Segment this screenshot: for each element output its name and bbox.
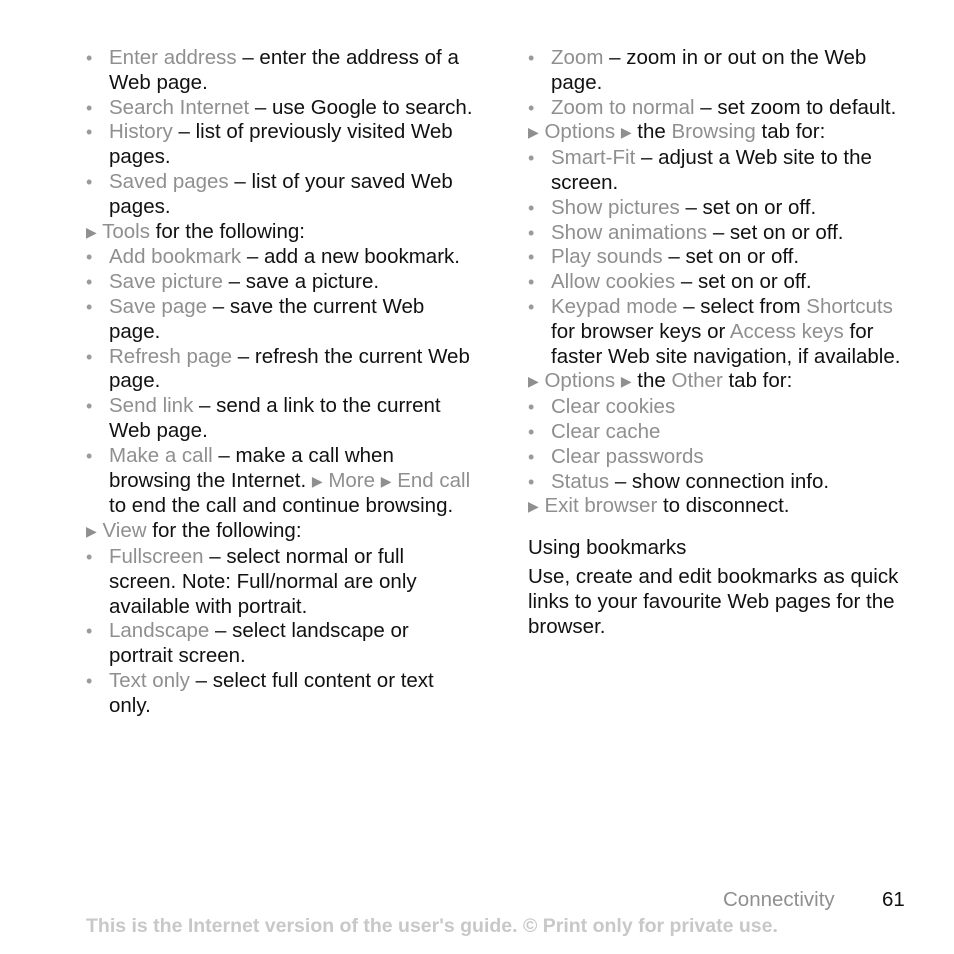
item-term: Add bookmark bbox=[109, 245, 242, 269]
bullet: • bbox=[528, 148, 535, 169]
list-item bbox=[528, 270, 918, 295]
item-term: Make a call bbox=[109, 443, 213, 467]
item-desc: – set on or off. bbox=[679, 195, 817, 219]
item-desc: – set zoom to default. bbox=[694, 95, 897, 119]
list-item bbox=[528, 221, 918, 246]
bullet: • bbox=[528, 247, 535, 268]
list-item bbox=[86, 295, 476, 345]
item-desc: – add a new bookmark. bbox=[241, 245, 460, 269]
item-term: Landscape bbox=[109, 619, 210, 643]
right-column bbox=[528, 46, 918, 639]
view-term: View bbox=[102, 519, 147, 543]
left-list-3 bbox=[86, 545, 476, 719]
bullet: • bbox=[86, 296, 93, 317]
item-term: Smart-Fit bbox=[551, 146, 636, 170]
bullet: • bbox=[86, 48, 93, 68]
arrow-right-icon: ▶ bbox=[620, 373, 632, 390]
item-term: Send link bbox=[109, 394, 194, 418]
list-item bbox=[86, 545, 476, 619]
item-desc: – make a call when browsing the Internet. bbox=[109, 443, 394, 492]
item-desc: – send a link to the current Web page. bbox=[109, 394, 441, 442]
item-term: Save picture bbox=[109, 270, 223, 294]
bullet: • bbox=[86, 621, 93, 642]
exit-rest: to disconnect. bbox=[657, 494, 790, 518]
options-term: Options bbox=[538, 120, 621, 144]
item-desc: – list of your saved Web pages. bbox=[109, 169, 453, 218]
item-term: Enter address bbox=[109, 46, 237, 69]
list-item bbox=[528, 395, 918, 420]
view-rest: for the following: bbox=[146, 519, 302, 543]
browsing-rest: tab for: bbox=[755, 120, 826, 144]
right-list-2 bbox=[528, 146, 918, 369]
item-desc: – select normal or full screen. Note: Full/normal are only available with portrait. bbox=[109, 544, 417, 618]
footer-section-title: Connectivity bbox=[723, 888, 835, 911]
the-text: the bbox=[631, 369, 672, 393]
bullet: • bbox=[86, 546, 93, 567]
other-intro bbox=[528, 369, 918, 395]
item-desc: for browser keys or bbox=[551, 319, 730, 343]
bullet: • bbox=[528, 272, 535, 293]
bullet: • bbox=[86, 171, 93, 192]
exit-browser-line bbox=[528, 494, 918, 520]
section-body: Use, create and edit bookmarks as quick links to your favourite Web pages for the browser. bbox=[528, 564, 899, 638]
right-list-1 bbox=[528, 46, 918, 120]
item-term: Clear cache bbox=[551, 419, 661, 443]
list-item bbox=[86, 394, 476, 444]
arrow-right-icon: ▶ bbox=[380, 472, 392, 489]
item-desc: – set on or off. bbox=[675, 270, 812, 294]
item-term: Text only bbox=[109, 668, 190, 692]
left-list-1 bbox=[86, 46, 476, 220]
item-term: Zoom to normal bbox=[551, 95, 695, 119]
bullet: • bbox=[528, 471, 535, 492]
bullet: • bbox=[528, 97, 535, 118]
bullet: • bbox=[528, 222, 535, 243]
more-term: More bbox=[322, 468, 381, 492]
shortcuts-term: Shortcuts bbox=[806, 294, 893, 318]
bullet: • bbox=[86, 670, 93, 691]
item-term: Refresh page bbox=[109, 344, 233, 368]
tools-intro bbox=[86, 220, 476, 246]
list-item bbox=[528, 96, 918, 121]
item-desc: – set on or off. bbox=[707, 220, 844, 244]
tools-rest: for the following: bbox=[149, 219, 305, 243]
item-term: Clear cookies bbox=[551, 395, 676, 419]
arrow-right-icon: ▶ bbox=[528, 498, 539, 515]
item-term: Play sounds bbox=[551, 245, 663, 269]
the-text: the bbox=[631, 120, 672, 144]
page-number: 61 bbox=[882, 888, 905, 911]
view-intro bbox=[86, 519, 476, 545]
arrow-right-icon: ▶ bbox=[86, 223, 97, 240]
bullet: • bbox=[86, 247, 93, 268]
item-term: Show pictures bbox=[551, 195, 680, 219]
item-desc: – list of previously visited Web pages. bbox=[109, 120, 453, 169]
item-term: Status bbox=[551, 469, 610, 493]
other-tab-term: Other bbox=[671, 369, 723, 393]
bullet: • bbox=[86, 272, 93, 293]
browsing-intro bbox=[528, 120, 918, 146]
bullet: • bbox=[528, 397, 535, 418]
options-term: Options bbox=[538, 369, 621, 393]
item-desc: – save the current Web page. bbox=[109, 294, 425, 343]
list-item bbox=[528, 420, 918, 445]
bullet: • bbox=[86, 346, 93, 367]
bullet: • bbox=[86, 122, 93, 143]
arrow-right-icon: ▶ bbox=[311, 472, 323, 489]
arrow-right-icon: ▶ bbox=[528, 124, 539, 141]
bullet: • bbox=[528, 197, 535, 218]
item-term: Save page bbox=[109, 294, 208, 318]
list-item bbox=[86, 345, 476, 395]
list-item bbox=[86, 619, 476, 669]
list-item bbox=[86, 120, 476, 170]
list-item bbox=[528, 295, 918, 369]
item-desc: – show connection info. bbox=[609, 469, 830, 493]
item-term: Saved pages bbox=[109, 169, 229, 193]
item-term: Allow cookies bbox=[551, 270, 676, 294]
footer-notice: This is the Internet version of the user's guide. © Print only for private use. bbox=[86, 915, 778, 937]
access-keys-term: Access keys bbox=[729, 319, 844, 343]
end-call-term: End call bbox=[391, 468, 471, 492]
bullet: • bbox=[528, 296, 535, 317]
item-term: History bbox=[109, 120, 173, 144]
list-item bbox=[528, 146, 918, 196]
item-term: Show animations bbox=[551, 220, 708, 244]
item-term: Search Internet bbox=[109, 95, 250, 119]
arrow-right-icon: ▶ bbox=[86, 523, 97, 540]
bullet: • bbox=[86, 97, 93, 118]
section-heading: Using bookmarks bbox=[528, 536, 687, 560]
right-list-3 bbox=[528, 395, 918, 494]
arrow-right-icon: ▶ bbox=[620, 124, 632, 141]
item-desc: – adjust a Web site to the screen. bbox=[551, 146, 872, 194]
left-column bbox=[86, 46, 476, 719]
item-desc: to end the call and continue browsing. bbox=[109, 494, 454, 518]
left-list-2 bbox=[86, 245, 476, 519]
arrow-right-icon: ▶ bbox=[528, 373, 539, 390]
item-desc: – select from bbox=[677, 294, 807, 318]
list-item bbox=[86, 170, 476, 220]
bullet: • bbox=[528, 48, 535, 68]
other-rest: tab for: bbox=[722, 369, 793, 393]
list-item bbox=[86, 46, 476, 96]
list-item bbox=[86, 444, 476, 519]
item-desc: for faster Web site navigation, if available. bbox=[551, 319, 901, 368]
list-item bbox=[86, 245, 476, 270]
list-item bbox=[86, 270, 476, 295]
bullet: • bbox=[86, 445, 93, 466]
list-item bbox=[528, 196, 918, 221]
item-term: Clear passwords bbox=[551, 444, 704, 468]
bullet: • bbox=[528, 421, 535, 442]
item-desc: – enter the address of a Web page. bbox=[109, 46, 459, 94]
item-term: Fullscreen bbox=[109, 544, 204, 568]
browsing-tab-term: Browsing bbox=[671, 120, 756, 144]
list-item bbox=[528, 470, 918, 495]
item-desc: – use Google to search. bbox=[249, 95, 473, 119]
item-desc: – refresh the current Web page. bbox=[109, 344, 470, 393]
item-desc: – select full content or text only. bbox=[109, 668, 434, 717]
list-item bbox=[528, 245, 918, 270]
item-desc: – zoom in or out on the Web page. bbox=[551, 46, 867, 94]
item-desc: – set on or off. bbox=[662, 245, 800, 269]
item-term: Zoom bbox=[551, 46, 604, 69]
item-term: Keypad mode bbox=[551, 294, 678, 318]
item-desc: – save a picture. bbox=[222, 270, 380, 294]
list-item bbox=[86, 96, 476, 121]
exit-browser-term: Exit browser bbox=[544, 494, 658, 518]
list-item bbox=[528, 445, 918, 470]
tools-term: Tools bbox=[102, 219, 150, 243]
item-desc: – select landscape or portrait screen. bbox=[109, 619, 409, 668]
list-item bbox=[528, 46, 918, 96]
list-item bbox=[86, 669, 476, 719]
bullet: • bbox=[528, 446, 535, 467]
bullet: • bbox=[86, 396, 93, 417]
